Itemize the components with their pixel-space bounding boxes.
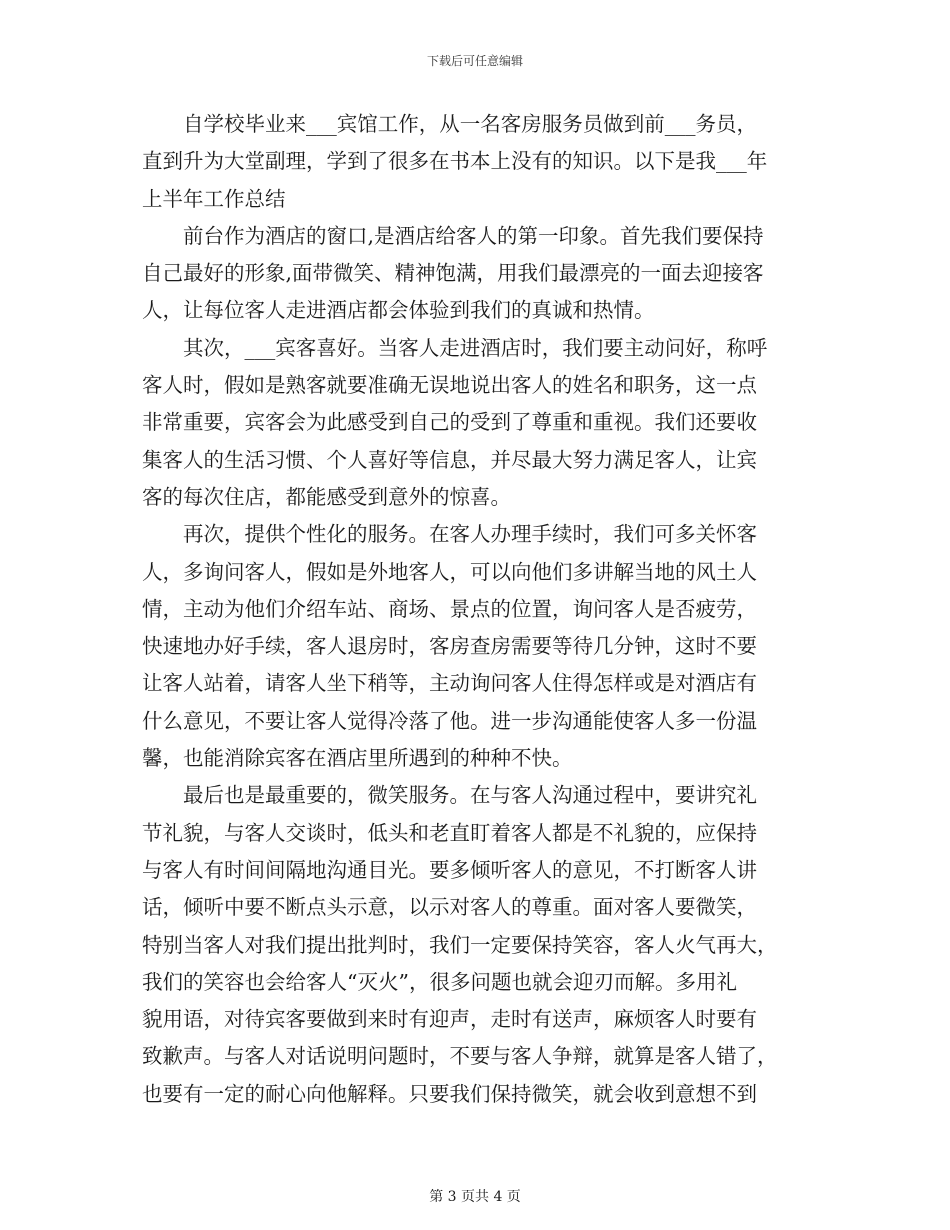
text-line: 最后也是最重要的，微笑服务。在与客人沟通过程中，要讲究礼 xyxy=(183,783,757,808)
page-header: 下载后可任意编辑 xyxy=(426,54,523,68)
text-line: 与客人有时间间隔地沟通目光。要多倾听客人的意见，不打断客人讲 xyxy=(142,857,757,882)
paragraph-guest-preferences xyxy=(142,330,812,516)
paragraph-intro xyxy=(142,106,812,218)
text-line: 客的每次住店，都能感受到意外的惊喜。 xyxy=(142,484,511,509)
text-line: 上半年工作总结 xyxy=(142,186,286,211)
text-line: 情，主动为他们介绍车站、商场、景点的位置，询问客人是否疲劳， xyxy=(142,596,757,621)
text-line: 节礼貌，与客人交谈时，低头和老直盯着客人都是不礼貌的，应保持 xyxy=(142,820,757,845)
text-line: 集客人的生活习惯、个人喜好等信息，并尽最大努力满足客人，让宾 xyxy=(142,447,757,472)
text-line: 也要有一定的耐心向他解释。只要我们保持微笑，就会收到意想不到 xyxy=(142,1081,757,1106)
text-line: 我们的笑容也会给客人“灭火”，很多问题也就会迎刃而解。多用礼 xyxy=(142,969,737,994)
text-line: 其次，___宾客喜好。当客人走进酒店时，我们要主动问好，称呼 xyxy=(183,335,768,360)
text-line: 致歉声。与客人对话说明问题时，不要与客人争辩，就算是客人错了， xyxy=(142,1044,778,1069)
text-line: 自己最好的形象,面带微笑、精神饱满，用我们最漂亮的一面去迎接客 xyxy=(142,261,764,286)
text-line: 话，倾听中要不断点头示意，以示对客人的尊重。面对客人要微笑， xyxy=(142,895,757,920)
text-line: 让客人站着，请客人坐下稍等，主动询问客人住得怎样或是对酒店有 xyxy=(142,671,757,696)
paragraph-smile-service xyxy=(142,777,812,1113)
text-line: 快速地办好手续，客人退房时，客房查房需要等待几分钟，这时不要 xyxy=(142,634,757,659)
text-line: 人，让每位客人走进酒店都会体验到我们的真诚和热情。 xyxy=(142,298,655,323)
page-number-footer: 第 3 页共 4 页 xyxy=(429,1189,521,1205)
text-line: 馨，也能消除宾客在酒店里所遇到的种种不快。 xyxy=(142,746,573,771)
text-line: 人，多询问客人，假如是外地客人，可以向他们多讲解当地的风土人 xyxy=(142,559,757,584)
text-line: 非常重要，宾客会为此感受到自己的受到了尊重和重视。我们还要收 xyxy=(142,410,757,435)
text-line: 再次，提供个性化的服务。在客人办理手续时，我们可多关怀客 xyxy=(183,522,757,547)
paragraph-personalized-service xyxy=(142,516,812,777)
text-line: 貌用语，对待宾客要做到来时有迎声，走时有送声，麻烦客人时要有 xyxy=(142,1007,757,1032)
paragraph-front-desk xyxy=(142,218,812,330)
text-line: 特别当客人对我们提出批判时，我们一定要保持笑容，客人火气再大， xyxy=(142,932,778,957)
document-body xyxy=(142,106,812,1113)
text-line: 什么意见，不要让客人觉得冷落了他。进一步沟通能使客人多一份温 xyxy=(142,708,757,733)
text-line: 前台作为酒店的窗口,是酒店给客人的第一印象。首先我们要保持 xyxy=(183,223,764,248)
text-line: 直到升为大堂副理，学到了很多在书本上没有的知识。以下是我___年 xyxy=(142,149,768,174)
text-line: 客人时，假如是熟客就要准确无误地说出客人的姓名和职务，这一点 xyxy=(142,373,757,398)
text-line: 自学校毕业来___宾馆工作，从一名客房服务员做到前___务员， xyxy=(183,112,757,136)
